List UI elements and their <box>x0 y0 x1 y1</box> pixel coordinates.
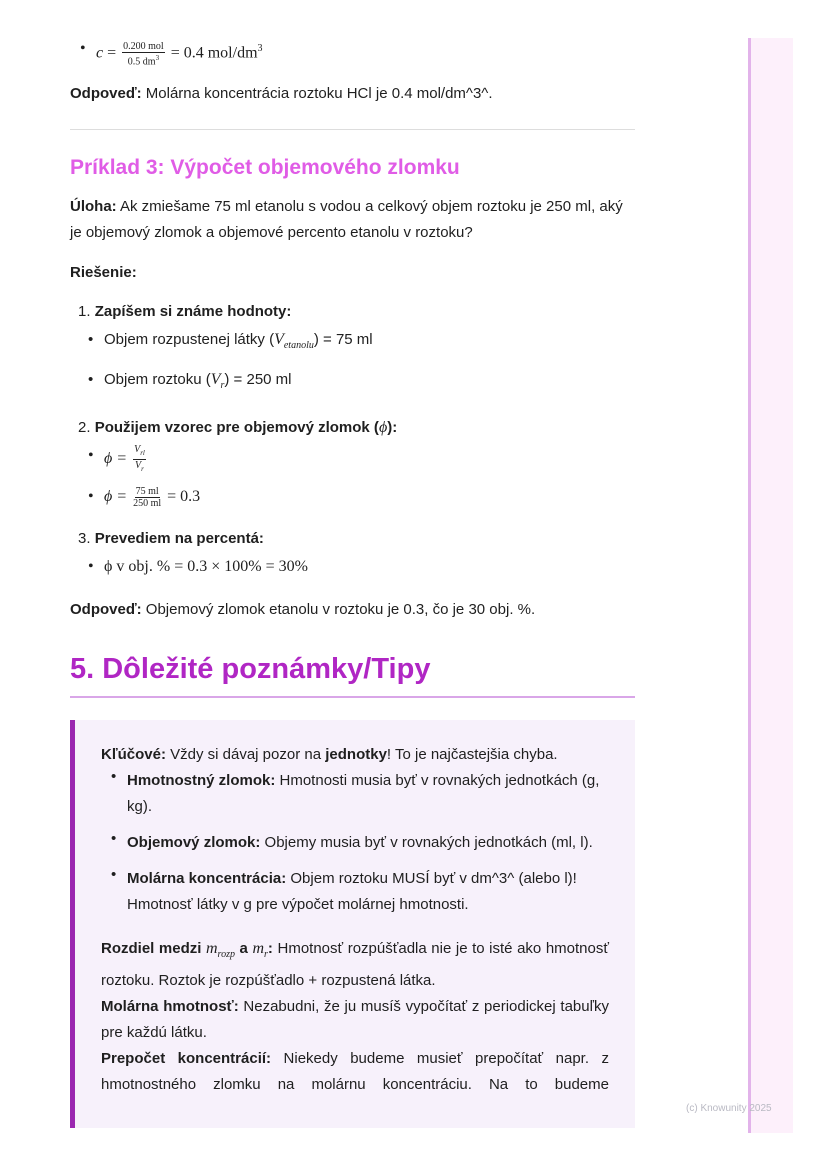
tip-item: • Objemový zlomok: Objemy musia byť v rovnakých jednotkách (ml, l). <box>127 830 609 856</box>
fraction: $\frac{\text{0.200 mol}}{0.5 dm^3}$ <box>123 40 164 67</box>
formula-phi-value: • ϕ = $\frac{75 ml}{250 ml}$ = 0.3 <box>104 485 635 509</box>
task: Úloha: Ak zmiešame 75 ml etanolu s vodou a celkový objem roztoku je 250 ml, aký je objemový zlomok a objemové percento etanolu v roztoku? <box>70 197 623 241</box>
difference-note: Rozdiel medzi $m_{rozp}$ a $m_r$: Hmotnosť rozpúšťadla nie je to isté ako hmotnosť roztoku. Roztok je rozpúšťadlo + rozpustená látka. <box>101 939 609 989</box>
tip-item: • Hmotnostný zlomok: Hmotnosti musia byť v rovnakých jednotkách (g, kg). <box>127 768 609 820</box>
document-page <box>70 36 635 1128</box>
divider <box>70 129 635 130</box>
key-note: Kľúčové: Vždy si dávaj pozor na jednotky! To je najčastejšia chyba. <box>101 745 558 763</box>
example-3-title: Príklad 3: Výpočet objemového zlomku <box>70 155 460 179</box>
step-3: 3. Prevediem na percentá: • ϕ v obj. % = 0.3 × 100% = 30% <box>78 527 635 579</box>
answer-3: Odpoveď: Objemový zlomok etanolu v roztoku je 0.3, čo je 30 obj. %. <box>70 600 536 618</box>
side-panel <box>748 38 793 1133</box>
answer-1: Odpoveď: Molárna koncentrácia roztoku HCl je 0.4 mol/dm^3^. <box>70 84 493 102</box>
step-2: 2. Použijem vzorec pre objemový zlomok (ϕ): • ϕ = $\frac{V_{rl}}{V_r}$ • ϕ = $\frac{75 ml}{250 ml}$ = 0.3 <box>78 416 635 509</box>
formula-concentration: • c = $\frac{\text{0.200 mol}}{0.5 dm^3}$ = 0.4 mol/$dm^3$ <box>96 36 635 67</box>
copyright: (c) Knowunity 2025 <box>686 1103 772 1114</box>
step-1: 1. Zapíšem si známe hodnoty: • Objem rozpustenej látky $(V_{etanolu}) = 75$ ml • Objem roztoku $(V_r) = 250$ ml <box>78 300 635 398</box>
section-5-title: 5. Dôležité poznámky/Tipy <box>70 653 635 698</box>
formula-phi: • ϕ = $\frac{V_{rl}}{V_r}$ <box>104 444 635 475</box>
conversion-note: Prepočet koncentrácií: Niekedy budeme musieť prepočítať napr. z hmotnostného zlomku na molárnu koncentráciu. Na to budeme <box>101 1049 610 1093</box>
solution-label: Riešenie: <box>70 263 137 281</box>
known-value: • Objem rozpustenej látky $(V_{etanolu}) = 75$ ml <box>104 328 635 358</box>
formula-list <box>70 36 635 67</box>
molar-mass-note: Molárna hmotnosť: Nezabudni, že ju musíš vypočítať z periodickej tabuľky pre každú látku. <box>101 997 609 1041</box>
tip-item: • Molárna koncentrácia: Objem roztoku MUSÍ byť v dm^3^ (alebo l)! Hmotnosť látky v g pre výpočet molárnej hmotnosti. <box>127 866 609 918</box>
tips-box <box>70 720 635 1128</box>
known-value: • Objem roztoku $(V_r) = 250$ ml <box>104 368 635 398</box>
formula-percent: • ϕ v obj. % = 0.3 × 100% = 30% <box>104 555 635 579</box>
